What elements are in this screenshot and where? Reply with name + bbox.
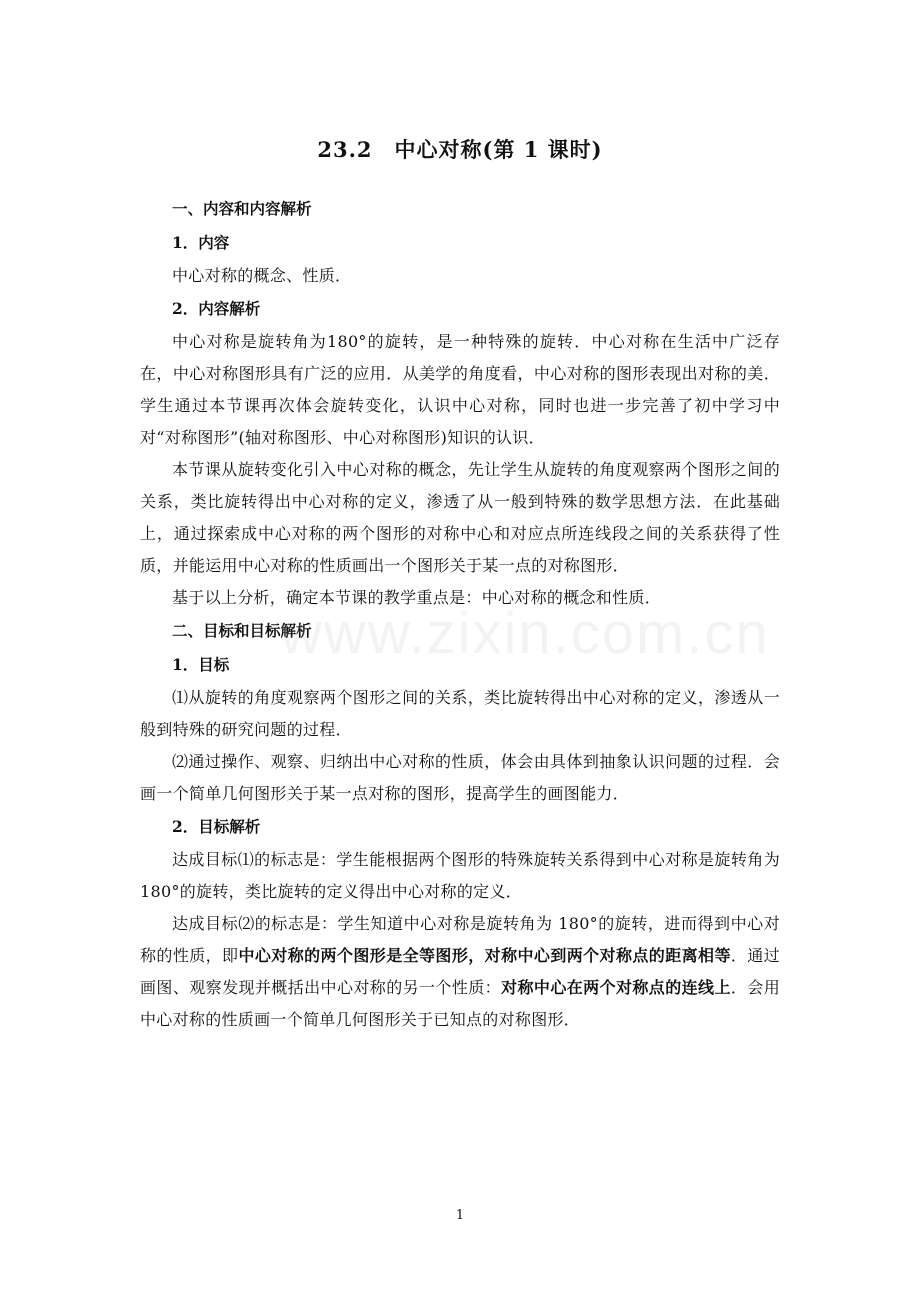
content-analysis-paragraph-1: 中心对称是旋转角为180°的旋转，是一种特殊的旋转．中心对称在生活中广泛存在，中心对称图形具有广泛的应用．从美学的角度看，中心对称的图形表现出对称的美．学生通过本节课再次体会旋转变化，认识中心对称，同时也进一步完善了初中学习中对“对称图形”(轴对称图形、中心对称图形)知识的认识． xyxy=(140,332,780,447)
document-title: 23.2 中心对称(第 1 课时) xyxy=(317,137,603,162)
subsection-heading-content-analysis: 2．内容解析 xyxy=(172,299,261,318)
section-heading-1: 一、内容和内容解析 xyxy=(172,199,312,218)
content-analysis-paragraph-2: 本节课从旋转变化引入中心对称的概念，先让学生从旋转的角度观察两个图形之间的关系，类比旋转得出中心对称的定义，渗透了从一般到特殊的数学思想方法．在此基础上，通过探索成中心对称的两个图形的对称中心和对应点所连线段之间的关系获得了性质，并能运用中心对称的性质画出一个图形关于某一点的对称图形． xyxy=(140,460,780,575)
subsection-heading-goals: 1．目标 xyxy=(172,655,230,674)
subsection-heading-goal-analysis: 2．目标解析 xyxy=(172,817,261,836)
goal-analysis-text-a: 达成目标⑵的标志是：学生知道中心对称是旋转角为 180°的旋转，进而得到中心对称的性质，即 xyxy=(140,914,780,965)
goal-analysis-paragraph-1: 达成目标⑴的标志是：学生能根据两个图形的特殊旋转关系得到中心对称是旋转角为180°的旋转，类比旋转的定义得出中心对称的定义． xyxy=(140,850,780,901)
goal-analysis-emphasis-1: 中心对称的两个图形是全等图形，对称中心到两个对称点的距离相等 xyxy=(238,946,731,965)
subsection-heading-content: 1．内容 xyxy=(172,233,230,252)
goal-paragraph-2: ⑵通过操作、观察、归纳出中心对称的性质，体会由具体到抽象认识问题的过程．会画一个简单几何图形关于某一点对称的图形，提高学生的画图能力． xyxy=(140,752,780,803)
page-number: 1 xyxy=(455,1208,465,1223)
content-paragraph: 中心对称的概念、性质． xyxy=(172,266,352,285)
goal-paragraph-1: ⑴从旋转的角度观察两个图形之间的关系，类比旋转得出中心对称的定义，渗透从一般到特殊的研究问题的过程． xyxy=(140,688,780,739)
section-heading-2: 二、目标和目标解析 xyxy=(172,621,312,640)
watermark: www.zixin.com.cn xyxy=(280,601,770,666)
content-analysis-paragraph-3: 基于以上分析，确定本节课的教学重点是：中心对称的概念和性质． xyxy=(172,588,662,607)
goal-analysis-paragraph-2 xyxy=(140,908,780,1036)
goal-analysis-emphasis-2: 对称中心在两个对称点的连线上 xyxy=(501,978,731,997)
goal-analysis-text-c: ．通过画图、观察发现并概括出中心对称的另一个性质： xyxy=(140,946,780,997)
goal-analysis-text-e: ．会用中心对称的性质画一个简单几何图形关于已知点的对称图形． xyxy=(140,978,781,1029)
